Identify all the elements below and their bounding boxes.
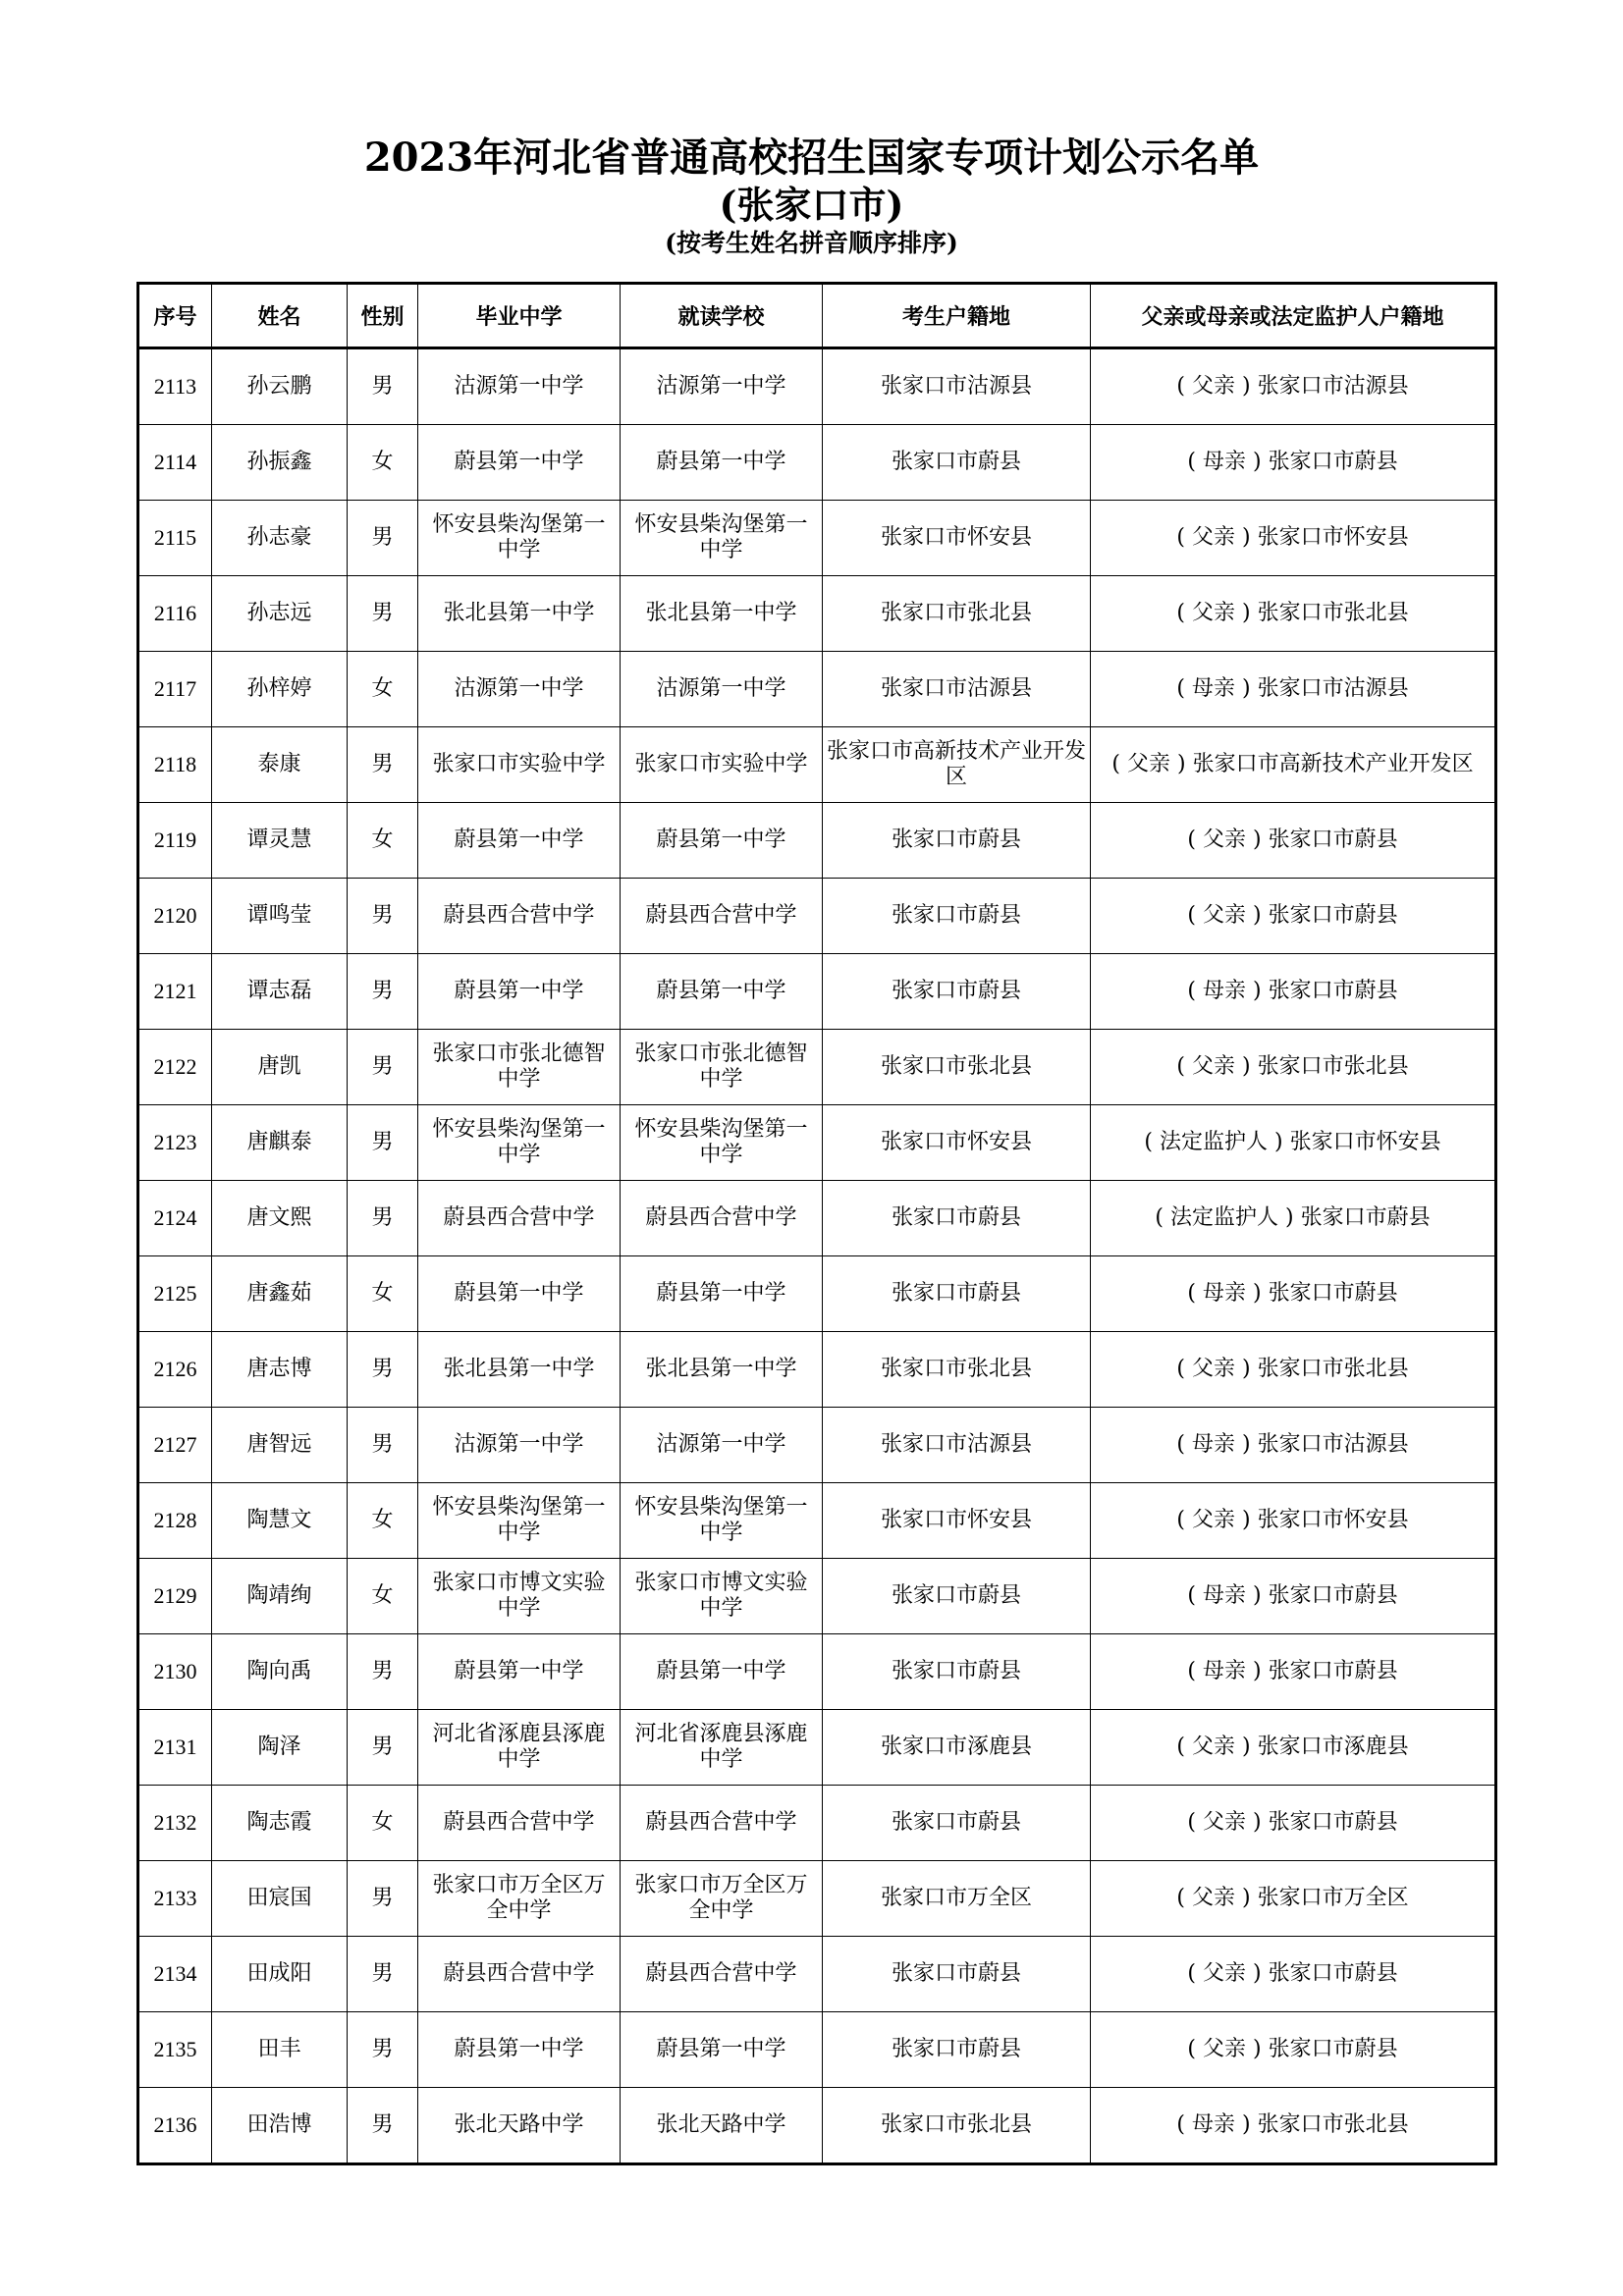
cell-gender: 男 [348,501,418,576]
cell-current-school: 沽源第一中学 [621,1408,823,1483]
cell-serial: 2116 [138,576,212,652]
cell-household-registration: 张家口市蔚县 [823,2012,1091,2088]
header-current-school: 就读学校 [621,284,823,348]
cell-graduated-school: 蔚县第一中学 [418,425,621,501]
cell-guardian-registration: ( 母亲 ) 张家口市沽源县 [1091,652,1496,727]
cell-graduated-school: 张家口市博文实验中学 [418,1559,621,1634]
cell-serial: 2131 [138,1710,212,1786]
cell-guardian-registration: ( 父亲 ) 张家口市蔚县 [1091,803,1496,879]
cell-gender: 男 [348,1937,418,2012]
cell-guardian-registration: ( 母亲 ) 张家口市蔚县 [1091,1256,1496,1332]
cell-guardian-registration: ( 父亲 ) 张家口市蔚县 [1091,1937,1496,2012]
cell-gender: 男 [348,1634,418,1710]
table-row [138,652,1496,727]
cell-guardian-registration: ( 父亲 ) 张家口市涿鹿县 [1091,1710,1496,1786]
cell-household-registration: 张家口市怀安县 [823,1105,1091,1181]
cell-household-registration: 张家口市张北县 [823,2088,1091,2164]
cell-graduated-school: 河北省涿鹿县涿鹿中学 [418,1710,621,1786]
header-gender: 性别 [348,284,418,348]
cell-serial: 2115 [138,501,212,576]
table-row [138,803,1496,879]
cell-current-school: 蔚县第一中学 [621,1634,823,1710]
cell-serial: 2120 [138,879,212,954]
cell-graduated-school: 张北天路中学 [418,2088,621,2164]
cell-graduated-school: 蔚县西合营中学 [418,1181,621,1256]
cell-current-school: 沽源第一中学 [621,348,823,425]
table-row [138,1483,1496,1559]
cell-serial: 2125 [138,1256,212,1332]
cell-household-registration: 张家口市蔚县 [823,1559,1091,1634]
cell-gender: 女 [348,1483,418,1559]
cell-graduated-school: 张北县第一中学 [418,1332,621,1408]
cell-guardian-registration: ( 母亲 ) 张家口市蔚县 [1091,954,1496,1030]
table-row [138,1937,1496,2012]
cell-gender: 男 [348,576,418,652]
table-row [138,879,1496,954]
cell-serial: 2124 [138,1181,212,1256]
cell-name: 陶靖绚 [212,1559,348,1634]
cell-guardian-registration: ( 父亲 ) 张家口市高新技术产业开发区 [1091,727,1496,803]
cell-current-school: 张北天路中学 [621,2088,823,2164]
cell-graduated-school: 张家口市万全区万全中学 [418,1861,621,1937]
table-row [138,1030,1496,1105]
table-row [138,1786,1496,1861]
header-graduated-school: 毕业中学 [418,284,621,348]
cell-name: 陶向禹 [212,1634,348,1710]
roster-table [136,282,1497,2165]
cell-gender: 女 [348,1559,418,1634]
cell-household-registration: 张家口市张北县 [823,576,1091,652]
cell-graduated-school: 蔚县西合营中学 [418,1786,621,1861]
cell-graduated-school: 蔚县第一中学 [418,954,621,1030]
table-row [138,1861,1496,1937]
cell-current-school: 怀安县柴沟堡第一中学 [621,1105,823,1181]
cell-current-school: 蔚县第一中学 [621,954,823,1030]
table-row [138,1332,1496,1408]
cell-household-registration: 张家口市怀安县 [823,501,1091,576]
cell-gender: 男 [348,1181,418,1256]
cell-guardian-registration: ( 母亲 ) 张家口市沽源县 [1091,1408,1496,1483]
cell-current-school: 沽源第一中学 [621,652,823,727]
cell-name: 陶志霞 [212,1786,348,1861]
cell-graduated-school: 沽源第一中学 [418,1408,621,1483]
cell-household-registration: 张家口市高新技术产业开发区 [823,727,1091,803]
cell-guardian-registration: ( 父亲 ) 张家口市蔚县 [1091,2012,1496,2088]
cell-gender: 男 [348,1105,418,1181]
cell-guardian-registration: ( 母亲 ) 张家口市蔚县 [1091,425,1496,501]
table-row [138,501,1496,576]
header-serial: 序号 [138,284,212,348]
cell-graduated-school: 蔚县第一中学 [418,1256,621,1332]
cell-gender: 男 [348,954,418,1030]
cell-serial: 2128 [138,1483,212,1559]
cell-name: 谭鸣莹 [212,879,348,954]
cell-name: 泰康 [212,727,348,803]
cell-household-registration: 张家口市蔚县 [823,879,1091,954]
cell-current-school: 蔚县西合营中学 [621,1181,823,1256]
cell-household-registration: 张家口市蔚县 [823,1937,1091,2012]
cell-current-school: 怀安县柴沟堡第一中学 [621,1483,823,1559]
cell-current-school: 张家口市博文实验中学 [621,1559,823,1634]
sort-note: (按考生姓名拼音顺序排序) [665,229,958,257]
cell-name: 孙振鑫 [212,425,348,501]
table-row [138,348,1496,425]
cell-graduated-school: 蔚县西合营中学 [418,1937,621,2012]
cell-gender: 女 [348,425,418,501]
cell-name: 唐文熙 [212,1181,348,1256]
cell-serial: 2132 [138,1786,212,1861]
cell-name: 唐智远 [212,1408,348,1483]
cell-serial: 2118 [138,727,212,803]
cell-current-school: 张家口市张北德智中学 [621,1030,823,1105]
cell-household-registration: 张家口市张北县 [823,1332,1091,1408]
cell-household-registration: 张家口市蔚县 [823,803,1091,879]
cell-current-school: 河北省涿鹿县涿鹿中学 [621,1710,823,1786]
cell-name: 孙云鹏 [212,348,348,425]
table-row [138,1256,1496,1332]
cell-graduated-school: 蔚县西合营中学 [418,879,621,954]
cell-gender: 女 [348,1256,418,1332]
cell-gender: 男 [348,1861,418,1937]
cell-gender: 男 [348,727,418,803]
table-row [138,576,1496,652]
cell-graduated-school: 蔚县第一中学 [418,803,621,879]
table-row [138,1710,1496,1786]
cell-household-registration: 张家口市沽源县 [823,1408,1091,1483]
table-row [138,1559,1496,1634]
cell-serial: 2119 [138,803,212,879]
cell-serial: 2133 [138,1861,212,1937]
cell-name: 田浩博 [212,2088,348,2164]
cell-serial: 2117 [138,652,212,727]
cell-household-registration: 张家口市张北县 [823,1030,1091,1105]
cell-guardian-registration: ( 父亲 ) 张家口市怀安县 [1091,501,1496,576]
cell-household-registration: 张家口市怀安县 [823,1483,1091,1559]
cell-serial: 2114 [138,425,212,501]
cell-name: 陶泽 [212,1710,348,1786]
cell-name: 孙志豪 [212,501,348,576]
cell-household-registration: 张家口市蔚县 [823,1786,1091,1861]
cell-name: 田丰 [212,2012,348,2088]
cell-gender: 男 [348,1332,418,1408]
cell-household-registration: 张家口市蔚县 [823,1256,1091,1332]
cell-serial: 2136 [138,2088,212,2164]
cell-household-registration: 张家口市万全区 [823,1861,1091,1937]
table-row [138,1105,1496,1181]
cell-guardian-registration: ( 父亲 ) 张家口市张北县 [1091,1332,1496,1408]
cell-current-school: 蔚县第一中学 [621,2012,823,2088]
table-row [138,954,1496,1030]
cell-current-school: 蔚县西合营中学 [621,879,823,954]
cell-household-registration: 张家口市蔚县 [823,1634,1091,1710]
cell-current-school: 张家口市实验中学 [621,727,823,803]
cell-serial: 2126 [138,1332,212,1408]
cell-name: 孙梓婷 [212,652,348,727]
cell-current-school: 张北县第一中学 [621,576,823,652]
cell-graduated-school: 蔚县第一中学 [418,2012,621,2088]
header-name: 姓名 [212,284,348,348]
cell-name: 唐凯 [212,1030,348,1105]
cell-guardian-registration: ( 父亲 ) 张家口市张北县 [1091,1030,1496,1105]
cell-current-school: 怀安县柴沟堡第一中学 [621,501,823,576]
cell-current-school: 张家口市万全区万全中学 [621,1861,823,1937]
header-guardian-registration: 父亲或母亲或法定监护人户籍地 [1091,284,1496,348]
cell-guardian-registration: ( 父亲 ) 张家口市蔚县 [1091,1786,1496,1861]
cell-guardian-registration: ( 母亲 ) 张家口市蔚县 [1091,1559,1496,1634]
cell-gender: 女 [348,1786,418,1861]
page-subtitle: (张家口市) [719,183,904,227]
cell-guardian-registration: ( 父亲 ) 张家口市怀安县 [1091,1483,1496,1559]
cell-graduated-school: 怀安县柴沟堡第一中学 [418,1105,621,1181]
table-body [138,348,1496,2164]
cell-serial: 2113 [138,348,212,425]
cell-serial: 2130 [138,1634,212,1710]
cell-name: 唐麒泰 [212,1105,348,1181]
table-row [138,1408,1496,1483]
cell-graduated-school: 张北县第一中学 [418,576,621,652]
cell-serial: 2121 [138,954,212,1030]
cell-graduated-school: 沽源第一中学 [418,652,621,727]
cell-guardian-registration: ( 父亲 ) 张家口市万全区 [1091,1861,1496,1937]
cell-gender: 女 [348,652,418,727]
cell-graduated-school: 张家口市张北德智中学 [418,1030,621,1105]
cell-name: 谭灵慧 [212,803,348,879]
table-row [138,727,1496,803]
cell-name: 谭志磊 [212,954,348,1030]
cell-graduated-school: 张家口市实验中学 [418,727,621,803]
cell-guardian-registration: ( 母亲 ) 张家口市张北县 [1091,2088,1496,2164]
table-row [138,1181,1496,1256]
cell-gender: 男 [348,348,418,425]
cell-gender: 男 [348,1408,418,1483]
cell-gender: 男 [348,2088,418,2164]
cell-name: 陶慧文 [212,1483,348,1559]
cell-name: 孙志远 [212,576,348,652]
cell-household-registration: 张家口市蔚县 [823,425,1091,501]
page-title: 2023年河北省普通高校招生国家专项计划公示名单 [363,134,1260,181]
cell-gender: 女 [348,803,418,879]
cell-guardian-registration: ( 父亲 ) 张家口市沽源县 [1091,348,1496,425]
cell-guardian-registration: ( 父亲 ) 张家口市张北县 [1091,576,1496,652]
table-row [138,2088,1496,2164]
cell-current-school: 蔚县西合营中学 [621,1786,823,1861]
header-household-registration: 考生户籍地 [823,284,1091,348]
cell-current-school: 蔚县第一中学 [621,1256,823,1332]
cell-current-school: 蔚县第一中学 [621,425,823,501]
cell-graduated-school: 沽源第一中学 [418,348,621,425]
cell-guardian-registration: ( 母亲 ) 张家口市蔚县 [1091,1634,1496,1710]
cell-serial: 2127 [138,1408,212,1483]
table-row [138,1634,1496,1710]
table-header-row [138,284,1496,348]
cell-guardian-registration: ( 法定监护人 ) 张家口市蔚县 [1091,1181,1496,1256]
cell-serial: 2123 [138,1105,212,1181]
cell-gender: 男 [348,879,418,954]
cell-name: 田宸国 [212,1861,348,1937]
table-row [138,425,1496,501]
cell-gender: 男 [348,1710,418,1786]
table-row [138,2012,1496,2088]
cell-gender: 男 [348,1030,418,1105]
cell-graduated-school: 怀安县柴沟堡第一中学 [418,501,621,576]
cell-serial: 2122 [138,1030,212,1105]
cell-household-registration: 张家口市沽源县 [823,348,1091,425]
cell-serial: 2134 [138,1937,212,2012]
cell-household-registration: 张家口市蔚县 [823,954,1091,1030]
cell-graduated-school: 蔚县第一中学 [418,1634,621,1710]
cell-name: 唐鑫茹 [212,1256,348,1332]
cell-graduated-school: 怀安县柴沟堡第一中学 [418,1483,621,1559]
cell-household-registration: 张家口市涿鹿县 [823,1710,1091,1786]
cell-guardian-registration: ( 父亲 ) 张家口市蔚县 [1091,879,1496,954]
cell-guardian-registration: ( 法定监护人 ) 张家口市怀安县 [1091,1105,1496,1181]
cell-current-school: 蔚县第一中学 [621,803,823,879]
cell-current-school: 张北县第一中学 [621,1332,823,1408]
cell-household-registration: 张家口市蔚县 [823,1181,1091,1256]
cell-serial: 2135 [138,2012,212,2088]
cell-household-registration: 张家口市沽源县 [823,652,1091,727]
cell-gender: 男 [348,2012,418,2088]
cell-serial: 2129 [138,1559,212,1634]
cell-name: 田成阳 [212,1937,348,2012]
cell-name: 唐志博 [212,1332,348,1408]
cell-current-school: 蔚县西合营中学 [621,1937,823,2012]
